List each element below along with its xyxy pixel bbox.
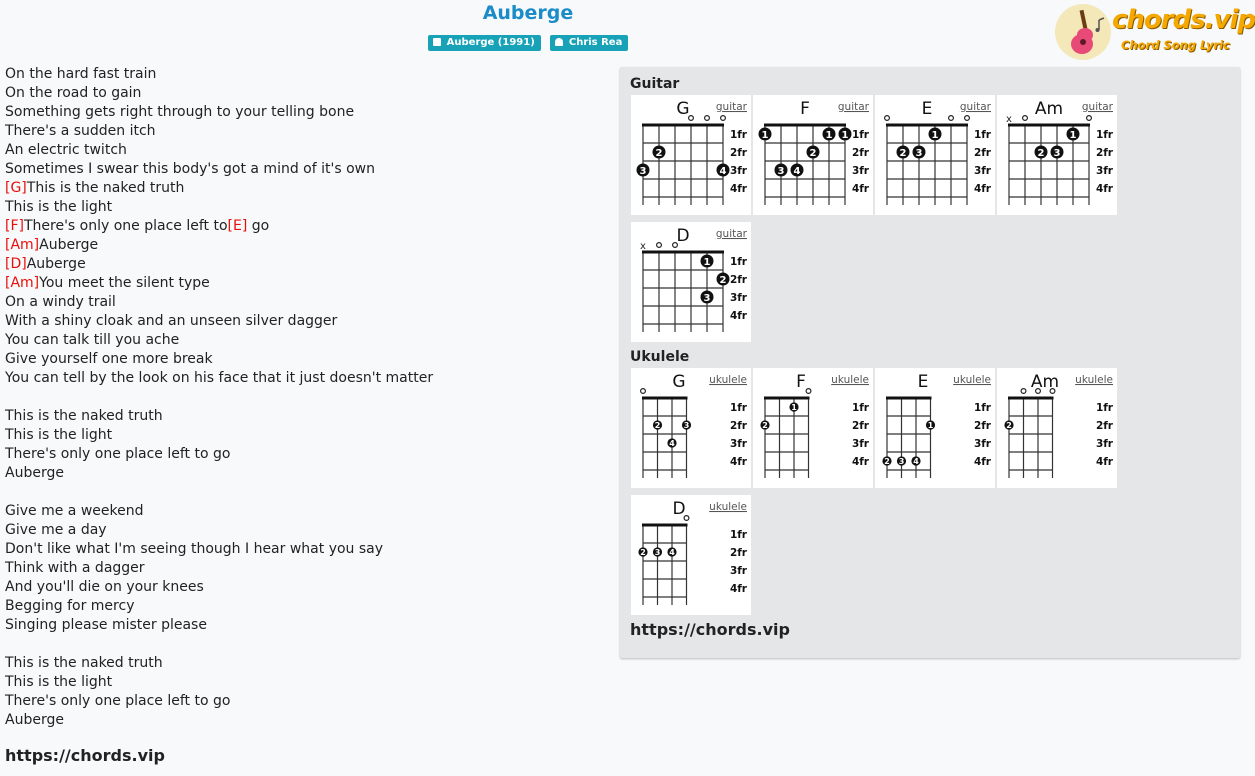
guitar-link[interactable]: guitar: [959, 101, 991, 113]
fret-label: 4fr: [1095, 456, 1113, 468]
open-string-marker: [641, 389, 646, 394]
lyric-line: [5, 692, 605, 711]
lyric-text: There's only one place left to: [23, 218, 228, 234]
open-string-marker: [885, 116, 890, 121]
logo-tagline: Chord Song Lyric: [1121, 38, 1230, 52]
finger-number: 4: [913, 457, 919, 466]
lyric-text: On a windy trail: [5, 294, 116, 310]
lyric-text: This is the light: [5, 199, 113, 215]
fret-label: 4fr: [1095, 183, 1113, 195]
guitar-chord-card[interactable]: [631, 95, 751, 215]
finger-number: 2: [640, 548, 646, 557]
lyric-line: [5, 464, 605, 483]
muted-string-marker: x: [640, 241, 646, 252]
finger-number: 2: [1037, 148, 1045, 159]
guitar-logo-icon: [1055, 4, 1111, 60]
lyric-line: [5, 84, 605, 103]
chord-name: F: [800, 99, 810, 119]
ukulele-link[interactable]: ukulele: [1075, 374, 1113, 386]
fret-label: 4fr: [851, 183, 869, 195]
song-badges: [0, 35, 1056, 54]
open-string-marker: [1087, 116, 1092, 121]
lyric-text: There's a sudden itch: [5, 123, 156, 139]
fret-label: 4fr: [851, 456, 869, 468]
user-icon: [555, 38, 563, 46]
lyric-text: Sometimes I swear this body's got a mind of it's own: [5, 161, 375, 177]
fret-label: 3fr: [729, 165, 747, 177]
lyric-line: [5, 388, 605, 407]
finger-number: 4: [719, 166, 727, 177]
lyric-text: You meet the silent type: [39, 275, 210, 291]
lyric-line: [5, 407, 605, 426]
artist-badge-label: Chris Rea: [568, 37, 623, 48]
finger-number: 1: [927, 421, 934, 430]
lyric-line: [5, 293, 605, 312]
chord-marker[interactable]: [E]: [227, 218, 248, 234]
ukulele-link[interactable]: ukulele: [709, 374, 747, 386]
guitar-chord-card[interactable]: [997, 95, 1117, 215]
lyric-text: On the road to gain: [5, 85, 142, 101]
lyric-line: [5, 711, 605, 730]
chord-marker[interactable]: [G]: [5, 180, 27, 196]
lyric-line: [5, 122, 605, 141]
lyric-text: Begging for mercy: [5, 598, 135, 614]
chord-name: D: [676, 226, 690, 246]
fret-label: 1fr: [973, 402, 991, 414]
lyric-text: And you'll die on your knees: [5, 579, 204, 595]
lyric-line: [5, 673, 605, 692]
lyrics-block: [5, 65, 605, 730]
fret-label: 4fr: [973, 456, 991, 468]
lyric-line: [5, 502, 605, 521]
lyric-line: [5, 350, 605, 369]
fret-label: 1fr: [851, 402, 869, 414]
finger-number: 3: [683, 421, 690, 430]
finger-number: 1: [825, 130, 833, 141]
ukulele-link[interactable]: ukulele: [709, 501, 747, 513]
finger-number: 1: [931, 130, 939, 141]
lyric-line: [5, 103, 605, 122]
lyric-line: [5, 540, 605, 559]
guitar-link[interactable]: guitar: [715, 228, 747, 240]
finger-number: 1: [1069, 130, 1077, 141]
lyric-text: Give me a weekend: [5, 503, 144, 519]
lyric-line: [5, 65, 605, 84]
fret-label: 2fr: [973, 147, 991, 159]
guitar-heading: Guitar: [630, 76, 680, 92]
fret-label: 2fr: [729, 420, 747, 432]
fret-label: 3fr: [973, 165, 991, 177]
lyric-line: [5, 635, 605, 654]
guitar-chord-card[interactable]: [631, 222, 751, 342]
fret-label: 3fr: [1095, 438, 1113, 450]
chord-diagram-panel: [620, 67, 1240, 658]
ukulele-chord-card[interactable]: [631, 368, 751, 488]
fret-label: 3fr: [851, 438, 869, 450]
ukulele-link[interactable]: ukulele: [953, 374, 991, 386]
lyric-line: [5, 160, 605, 179]
lyric-text: On the hard fast train: [5, 66, 157, 82]
lyric-text: You can tell by the look on his face that it just doesn't matter: [5, 370, 434, 386]
fret-label: 1fr: [729, 256, 747, 268]
chord-name: Am: [1034, 99, 1064, 119]
finger-number: 3: [703, 293, 711, 304]
fret-label: 4fr: [729, 583, 747, 595]
fret-label: 4fr: [729, 456, 747, 468]
lyric-text: Auberge: [5, 712, 64, 728]
guitar-link[interactable]: guitar: [715, 101, 747, 113]
chord-name: F: [796, 372, 806, 392]
album-badge-label: Auberge (1991): [446, 37, 535, 48]
panel-site-url[interactable]: https://chords.vip: [630, 620, 790, 639]
lyric-line: [5, 578, 605, 597]
fret-label: 3fr: [729, 565, 747, 577]
chord-marker[interactable]: [D]: [5, 256, 27, 272]
lyric-text: This is the naked truth: [5, 408, 163, 424]
lyric-line: [5, 559, 605, 578]
chord-name: G: [672, 372, 686, 392]
open-string-marker: [1021, 389, 1026, 394]
fret-label: 3fr: [729, 292, 747, 304]
fret-label: 3fr: [973, 438, 991, 450]
finger-number: 2: [899, 148, 907, 159]
finger-number: 3: [654, 548, 661, 557]
open-string-marker: [806, 389, 811, 394]
fret-label: 1fr: [851, 129, 869, 141]
fret-label: 1fr: [729, 129, 747, 141]
ukulele-chord-card[interactable]: [753, 368, 873, 488]
finger-number: 4: [669, 439, 675, 448]
lyric-text: Something gets right through to your telling bone: [5, 104, 355, 120]
lyric-text: Auberge: [5, 465, 64, 481]
fret-label: 2fr: [729, 274, 747, 286]
lyric-text: Think with a dagger: [5, 560, 145, 576]
fret-label: 3fr: [729, 438, 747, 450]
lyric-text: Give yourself one more break: [5, 351, 213, 367]
open-string-marker: [965, 116, 970, 121]
album-badge[interactable]: [428, 35, 541, 51]
lyric-text: go: [247, 218, 270, 234]
ukulele-chord-card[interactable]: [875, 368, 995, 488]
fret-label: 1fr: [973, 129, 991, 141]
finger-number: 3: [898, 457, 905, 466]
finger-number: 3: [1053, 148, 1061, 159]
fret-label: 3fr: [1095, 165, 1113, 177]
lyric-text: This is the naked truth: [5, 655, 163, 671]
lyric-text: Singing please mister please: [5, 617, 207, 633]
chord-marker[interactable]: [Am]: [5, 237, 40, 253]
lyric-line: [5, 426, 605, 445]
chord-name: Am: [1030, 372, 1060, 392]
ukulele-link[interactable]: ukulele: [831, 374, 869, 386]
lyric-line: [5, 179, 605, 198]
lyric-text: Auberge: [39, 237, 99, 253]
lyric-line: [5, 616, 605, 635]
finger-number: 3: [639, 166, 647, 177]
guitar-link[interactable]: guitar: [837, 101, 869, 113]
fret-label: 2fr: [1095, 147, 1113, 159]
fret-label: 3fr: [851, 165, 869, 177]
fret-label: 1fr: [729, 402, 747, 414]
lyric-line: [5, 141, 605, 160]
fret-label: 4fr: [729, 310, 747, 322]
open-string-marker: [705, 116, 710, 121]
lyric-line: [5, 597, 605, 616]
lyric-line: [5, 255, 605, 274]
muted-string-marker: x: [1006, 114, 1012, 125]
lyric-text: There's only one place left to go: [5, 446, 231, 462]
lyric-line: [5, 369, 605, 388]
fret-label: 1fr: [1095, 129, 1113, 141]
finger-number: 1: [703, 257, 711, 268]
lyric-text: This is the naked truth: [26, 180, 185, 196]
guitar-chord-card[interactable]: [875, 95, 995, 215]
fret-label: 1fr: [1095, 402, 1113, 414]
finger-number: 2: [1006, 421, 1012, 430]
chord-marker[interactable]: [Am]: [5, 275, 40, 291]
ukulele-chord-card[interactable]: [997, 368, 1117, 488]
open-string-marker: [657, 243, 662, 248]
lyric-line: [5, 521, 605, 540]
chord-name: D: [672, 499, 686, 519]
chord-name: G: [676, 99, 690, 119]
finger-number: 1: [841, 130, 849, 141]
lyric-text: This is the light: [5, 427, 113, 443]
fret-label: 1fr: [729, 529, 747, 541]
lyric-line: [5, 331, 605, 350]
lyric-line: [5, 654, 605, 673]
song-title: Auberge: [482, 2, 574, 24]
book-icon: [433, 38, 441, 46]
lyric-text: Auberge: [26, 256, 86, 272]
fret-label: 2fr: [851, 147, 869, 159]
fret-label: 2fr: [1095, 420, 1113, 432]
lyric-line: [5, 217, 605, 236]
open-string-marker: [721, 116, 726, 121]
lyric-text: Give me a day: [5, 522, 107, 538]
guitar-chord-card[interactable]: [753, 95, 873, 215]
finger-number: 1: [791, 403, 797, 412]
lyric-text: You can talk till you ache: [5, 332, 180, 348]
artist-badge[interactable]: [550, 35, 628, 51]
site-logo[interactable]: [1054, 2, 1255, 62]
finger-number: 2: [654, 421, 661, 430]
finger-number: 1: [761, 130, 769, 141]
lyric-text: An electric twitch: [5, 142, 127, 158]
lyric-line: [5, 445, 605, 464]
finger-number: 2: [884, 457, 890, 466]
fret-label: 2fr: [729, 547, 747, 559]
guitar-link[interactable]: guitar: [1081, 101, 1113, 113]
chord-marker[interactable]: [F]: [5, 218, 24, 234]
fret-label: 2fr: [851, 420, 869, 432]
lyric-line: [5, 483, 605, 502]
chord-name: E: [921, 99, 933, 119]
finger-number: 2: [719, 275, 727, 286]
finger-number: 4: [669, 548, 675, 557]
finger-number: 2: [762, 421, 768, 430]
finger-number: 3: [777, 166, 785, 177]
lyric-text: With a shiny cloak and an unseen silver dagger: [5, 313, 338, 329]
ukulele-heading: Ukulele: [630, 349, 690, 365]
chord-name: E: [917, 372, 929, 392]
fret-label: 4fr: [729, 183, 747, 195]
lyric-line: [5, 274, 605, 293]
site-url[interactable]: https://chords.vip: [5, 746, 165, 765]
logo-text: chords.vip: [1112, 5, 1255, 35]
fret-label: 2fr: [729, 147, 747, 159]
finger-number: 3: [915, 148, 923, 159]
lyric-text: Don't like what I'm seeing though I hear what you say: [5, 541, 384, 557]
fret-label: 4fr: [973, 183, 991, 195]
lyric-line: [5, 236, 605, 255]
open-string-marker: [949, 116, 954, 121]
finger-number: 4: [793, 166, 801, 177]
lyric-line: [5, 198, 605, 217]
open-string-marker: [1023, 116, 1028, 121]
finger-number: 2: [809, 148, 817, 159]
fret-label: 2fr: [973, 420, 991, 432]
lyric-line: [5, 312, 605, 331]
lyric-text: There's only one place left to go: [5, 693, 231, 709]
lyric-text: This is the light: [5, 674, 113, 690]
ukulele-chord-card[interactable]: [631, 495, 751, 615]
finger-number: 2: [655, 148, 663, 159]
